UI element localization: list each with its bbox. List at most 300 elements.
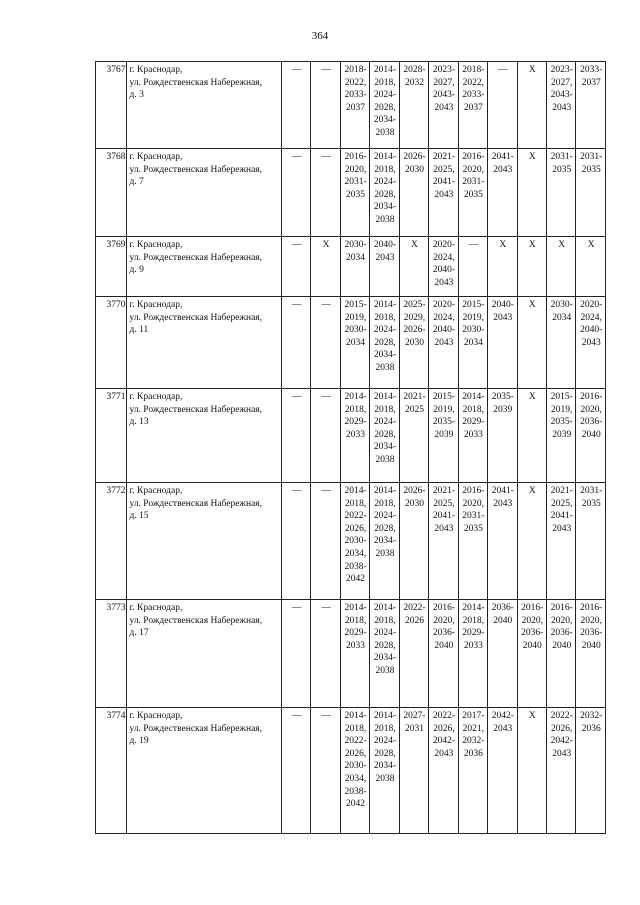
cell-line: 2018, <box>374 312 396 323</box>
cell-line: 2036- <box>432 628 455 639</box>
period-cell <box>340 389 369 483</box>
cell-line: 2038 <box>375 127 395 138</box>
cell-line: Х <box>528 65 536 75</box>
cell-line: — <box>498 65 508 75</box>
cell-line: 2041- <box>491 152 514 162</box>
period-cell <box>458 708 487 834</box>
page-number: 364 <box>311 30 329 42</box>
table-row <box>96 297 606 389</box>
cell-line: 2014- <box>373 711 397 721</box>
cell-line: 2030- <box>344 536 367 547</box>
cell-line: 2018, <box>374 164 396 175</box>
period-cell <box>546 62 575 149</box>
cell-line: 2021- <box>432 486 455 496</box>
cell-line: 2024- <box>373 736 397 747</box>
cell-line: — <box>291 300 302 310</box>
period-cell <box>429 708 458 834</box>
period-cell <box>340 62 369 149</box>
period-cell <box>281 237 310 297</box>
cell-line: 2042- <box>491 711 514 721</box>
cell-line: 2040- <box>432 265 455 276</box>
cell-line: Х <box>587 240 595 250</box>
cell-line: Х <box>528 392 536 402</box>
cell-line: 2024, <box>580 312 602 323</box>
period-cell <box>370 483 399 600</box>
period-cell <box>517 149 546 237</box>
cell-line: 2028, <box>374 337 396 348</box>
cell-line: 2026, <box>344 748 367 759</box>
cell-line: 2018- <box>462 65 485 75</box>
cell-line: г. Краснодар, <box>129 711 183 721</box>
period-cell <box>546 149 575 237</box>
cell-line: 2021- <box>403 392 426 402</box>
cell-line: ул. Рождественская Набережная, <box>129 77 263 88</box>
period-cell <box>311 149 340 237</box>
cell-line: 2021- <box>432 152 455 162</box>
cell-line: 2040 <box>581 429 601 440</box>
period-cell <box>311 297 340 389</box>
period-cell <box>576 389 606 483</box>
period-cell <box>458 237 487 297</box>
cell-line: — <box>321 65 331 75</box>
address-cell <box>127 62 281 149</box>
period-cell <box>429 389 458 483</box>
cell-line: 2041- <box>432 177 455 188</box>
cell-line: Х <box>528 300 536 310</box>
cell-line: — <box>291 152 302 162</box>
cell-line: 2033 <box>463 429 483 440</box>
cell-line: 2039 <box>552 429 572 440</box>
cell-line: 2020, <box>580 404 602 415</box>
cell-line: 2020, <box>462 164 485 175</box>
address-cell <box>127 708 281 834</box>
cell-line: 2031- <box>550 152 573 162</box>
cell-line: 2035 <box>346 189 366 200</box>
cell-line: 2031- <box>462 177 485 188</box>
cell-line: ул. Рождественская Набережная, <box>129 498 263 509</box>
cell-line: ул. Рождественская Набережная, <box>129 615 263 626</box>
cell-line: 2026 <box>404 615 424 626</box>
cell-line: 2038- <box>344 786 367 797</box>
period-cell <box>458 149 487 237</box>
period-cell <box>281 389 310 483</box>
cell-line: 2020, <box>551 615 573 626</box>
period-cell <box>399 149 428 237</box>
cell-line: 2015- <box>432 392 455 402</box>
cell-line: 2035- <box>491 392 514 402</box>
cell-line: 2042 <box>346 574 366 585</box>
cell-line: 2034 <box>346 337 366 348</box>
period-cell <box>370 708 399 834</box>
cell-line: 2022- <box>550 711 573 721</box>
cell-line: 2043 <box>434 523 454 534</box>
cell-line: 2022, <box>344 77 367 88</box>
period-cell <box>488 297 517 389</box>
row-number: 3773 <box>96 600 127 708</box>
row-number: 3774 <box>96 708 127 834</box>
period-cell <box>576 237 606 297</box>
cell-line: 2036- <box>580 628 603 639</box>
cell-line: 2032- <box>580 711 603 721</box>
cell-line: — <box>291 486 302 496</box>
cell-line: 2034 <box>463 337 483 348</box>
period-cell <box>340 483 369 600</box>
period-cell <box>281 149 310 237</box>
period-cell <box>399 389 428 483</box>
cell-line: 2039 <box>434 429 454 440</box>
cell-line: 2030- <box>550 300 573 310</box>
cell-line: 2035- <box>432 417 455 428</box>
period-cell <box>488 483 517 600</box>
cell-line: 2031- <box>580 486 603 496</box>
cell-line: 2019, <box>551 404 573 415</box>
cell-line: Х <box>528 711 536 721</box>
cell-line: 2028, <box>374 102 396 113</box>
cell-line: 2024- <box>373 417 397 428</box>
period-cell <box>340 237 369 297</box>
cell-line: 2014- <box>462 392 485 402</box>
cell-line: 2018, <box>462 404 485 415</box>
period-cell <box>517 708 546 834</box>
cell-line: 2032- <box>462 736 485 747</box>
table-row <box>96 237 606 297</box>
period-cell <box>399 62 428 149</box>
cell-line: 2034, <box>344 773 367 784</box>
cell-line: 2043 <box>434 102 454 113</box>
row-number: 3768 <box>96 149 127 237</box>
cell-line: 2027, <box>433 77 455 88</box>
cell-line: — <box>321 300 331 310</box>
cell-line: Х <box>528 152 536 162</box>
cell-line: 2026- <box>403 486 426 496</box>
cell-line: 2028- <box>403 65 426 75</box>
cell-line: 2016- <box>462 486 485 496</box>
cell-line: 2030 <box>404 498 424 509</box>
cell-line: 2043- <box>550 90 573 101</box>
period-cell <box>576 708 606 834</box>
cell-line: 2027, <box>551 77 573 88</box>
cell-line: 2037 <box>463 102 483 113</box>
cell-line: 2022- <box>344 736 367 747</box>
cell-line: 2030- <box>344 325 367 336</box>
cell-line: — <box>291 240 302 250</box>
cell-line: г. Краснодар, <box>129 486 183 496</box>
period-cell <box>576 297 606 389</box>
cell-line: 2014- <box>373 392 397 402</box>
cell-line: 2023- <box>550 65 573 75</box>
cell-line: 2015- <box>344 300 367 310</box>
cell-line: 2018, <box>374 404 396 415</box>
period-cell <box>517 600 546 708</box>
cell-line: 2020, <box>433 615 455 626</box>
cell-line: 2016- <box>580 392 603 402</box>
period-cell <box>488 708 517 834</box>
cell-line: 2031- <box>462 511 485 522</box>
cell-line: 2029- <box>462 417 485 428</box>
cell-line: 2028, <box>374 748 396 759</box>
period-cell <box>517 62 546 149</box>
cell-line: 2040- <box>432 325 455 336</box>
cell-line: 2020, <box>344 164 367 175</box>
cell-line: — <box>321 152 331 162</box>
cell-line: 2034- <box>373 536 397 547</box>
cell-line: 2022- <box>432 711 455 721</box>
cell-line: 2041- <box>491 486 514 496</box>
cell-line: Х <box>528 486 536 496</box>
cell-line: 2026- <box>403 152 426 162</box>
cell-line: 2014- <box>373 603 397 613</box>
period-cell <box>311 389 340 483</box>
cell-line: 2021, <box>462 723 485 734</box>
period-cell <box>576 600 606 708</box>
period-cell <box>546 708 575 834</box>
cell-line: 2026, <box>344 523 367 534</box>
cell-line: Х <box>558 240 566 250</box>
cell-line: 2038 <box>375 773 395 784</box>
period-cell <box>458 389 487 483</box>
period-cell <box>370 149 399 237</box>
cell-line: 2038 <box>375 548 395 559</box>
cell-line: д. 9 <box>129 265 144 276</box>
address-cell <box>127 149 281 237</box>
period-cell <box>281 297 310 389</box>
cell-line: 2032 <box>404 77 424 88</box>
address-cell <box>127 389 281 483</box>
cell-line: 2036 <box>581 723 601 734</box>
cell-line: 2038- <box>344 561 367 572</box>
cell-line: 2014- <box>344 392 367 402</box>
cell-line: 2034- <box>373 202 397 213</box>
period-cell <box>399 708 428 834</box>
cell-line: — <box>291 603 302 613</box>
table-row <box>96 708 606 834</box>
cell-line: 2034 <box>346 252 366 263</box>
period-cell <box>458 600 487 708</box>
cell-line: 2033 <box>346 640 366 651</box>
cell-line: 2019, <box>433 404 455 415</box>
cell-line: д. 13 <box>129 417 149 428</box>
cell-line: 2042- <box>550 736 573 747</box>
cell-line: 2028, <box>374 189 396 200</box>
table-row <box>96 389 606 483</box>
period-cell <box>517 297 546 389</box>
cell-line: д. 11 <box>129 325 149 336</box>
cell-line: 2028, <box>374 523 396 534</box>
cell-line: — <box>468 240 479 250</box>
cell-line: 2018- <box>344 65 367 75</box>
cell-line: д. 17 <box>129 628 149 639</box>
cell-line: г. Краснодар, <box>129 603 183 613</box>
period-cell <box>546 600 575 708</box>
cell-line: д. 15 <box>129 511 149 522</box>
cell-line: 2022- <box>344 511 367 522</box>
address-cell <box>127 237 281 297</box>
cell-line: 2015- <box>462 300 485 310</box>
cell-line: 2017- <box>462 711 485 721</box>
cell-line: 2041- <box>550 511 573 522</box>
address-cell <box>127 297 281 389</box>
cell-line: 2043 <box>552 523 572 534</box>
cell-line: 2020- <box>432 300 455 310</box>
cell-line: 2022- <box>403 603 426 613</box>
cell-line: 2026, <box>551 723 573 734</box>
period-cell <box>429 237 458 297</box>
cell-line: 2043 <box>375 252 395 263</box>
cell-line: 2035 <box>463 523 483 534</box>
cell-line: 2034 <box>552 312 572 323</box>
period-cell <box>546 237 575 297</box>
cell-line: 2040- <box>580 325 603 336</box>
cell-line: — <box>321 392 331 402</box>
cell-line: 2024- <box>373 90 397 101</box>
cell-line: г. Краснодар, <box>129 392 183 402</box>
cell-line: 2029, <box>403 312 426 323</box>
row-number: 3771 <box>96 389 127 483</box>
cell-line: 2018, <box>374 498 396 509</box>
cell-line: 2025, <box>433 498 455 509</box>
period-cell <box>488 62 517 149</box>
period-cell <box>576 149 606 237</box>
cell-line: 2014- <box>344 486 367 496</box>
table-row <box>96 483 606 600</box>
cell-line: 2029- <box>462 628 485 639</box>
cell-line: 2043 <box>581 337 601 348</box>
cell-line: ул. Рождественская Набережная, <box>129 164 263 175</box>
cell-line: 2025- <box>403 300 426 310</box>
period-cell <box>311 483 340 600</box>
cell-line: 2040 <box>493 615 513 626</box>
cell-line: 2018, <box>462 615 485 626</box>
period-cell <box>340 600 369 708</box>
cell-line: 2027- <box>403 711 426 721</box>
cell-line: 2030- <box>344 240 367 250</box>
period-cell <box>311 708 340 834</box>
period-cell <box>429 483 458 600</box>
period-cell <box>488 237 517 297</box>
period-cell <box>311 62 340 149</box>
cell-line: 2038 <box>375 454 395 465</box>
cell-line: 2016- <box>462 152 485 162</box>
cell-line: 2040 <box>581 640 601 651</box>
cell-line: ул. Рождественская Набережная, <box>129 723 263 734</box>
cell-line: 2028, <box>374 429 396 440</box>
cell-line: 2043 <box>434 748 454 759</box>
period-cell <box>311 237 340 297</box>
cell-line: 2019, <box>344 312 367 323</box>
period-cell <box>429 149 458 237</box>
cell-line: 2034- <box>373 442 397 453</box>
cell-line: 2018, <box>344 615 367 626</box>
cell-line: 2035- <box>550 417 573 428</box>
period-cell <box>399 483 428 600</box>
cell-line: 2029- <box>344 417 367 428</box>
cell-line: 2029- <box>344 628 367 639</box>
cell-line: Х <box>499 240 507 250</box>
cell-line: д. 19 <box>129 736 149 747</box>
cell-line: 2020, <box>462 498 485 509</box>
period-cell <box>370 389 399 483</box>
period-cell <box>281 483 310 600</box>
cell-line: 2034- <box>373 761 397 772</box>
cell-line: 2018, <box>344 723 367 734</box>
table-row <box>96 62 606 149</box>
cell-line: 2016- <box>550 603 573 613</box>
cell-line: 2036- <box>491 603 514 613</box>
period-cell <box>370 600 399 708</box>
cell-line: — <box>321 603 331 613</box>
period-cell <box>399 600 428 708</box>
cell-line: 2016- <box>521 603 544 613</box>
cell-line: 2038 <box>375 214 395 225</box>
cell-line: 2035 <box>552 164 572 175</box>
cell-line: 2036- <box>580 417 603 428</box>
period-cell <box>370 297 399 389</box>
period-cell <box>281 62 310 149</box>
period-cell <box>517 483 546 600</box>
cell-line: 2043 <box>493 723 513 734</box>
cell-line: 2024, <box>433 312 455 323</box>
cell-line: 2025, <box>433 164 455 175</box>
housing-registry-table <box>95 61 606 834</box>
cell-line: д. 3 <box>129 90 144 101</box>
cell-line: 2020- <box>432 240 455 250</box>
period-cell <box>517 389 546 483</box>
cell-line: 2024, <box>433 252 455 263</box>
period-cell <box>488 389 517 483</box>
cell-line: 2024- <box>373 511 397 522</box>
cell-line: 2042- <box>432 736 455 747</box>
cell-line: 2043 <box>552 102 572 113</box>
cell-line: ул. Рождественская Набережная, <box>129 404 263 415</box>
cell-line: 2033- <box>580 65 603 75</box>
cell-line: 2025 <box>404 404 424 415</box>
cell-line: 2014- <box>344 711 367 721</box>
cell-line: 2043 <box>434 337 454 348</box>
address-cell <box>127 483 281 600</box>
cell-line: 2026- <box>403 325 426 336</box>
period-cell <box>576 62 606 149</box>
period-cell <box>546 297 575 389</box>
cell-line: 2036 <box>463 748 483 759</box>
cell-line: — <box>321 711 331 721</box>
cell-line: 2018, <box>344 498 367 509</box>
cell-line: 2028, <box>374 640 396 651</box>
table-row <box>96 600 606 708</box>
cell-line: 2030 <box>404 164 424 175</box>
cell-line: 2015- <box>550 392 573 402</box>
cell-line: 2031- <box>580 152 603 162</box>
period-cell <box>370 62 399 149</box>
cell-line: 2018, <box>374 615 396 626</box>
cell-line: Х <box>322 240 330 250</box>
row-number: 3769 <box>96 237 127 297</box>
cell-line: 2043 <box>493 164 513 175</box>
cell-line: ул. Рождественская Набережная, <box>129 252 263 263</box>
cell-line: 2019, <box>462 312 485 323</box>
cell-line: 2026, <box>433 723 455 734</box>
cell-line: г. Краснодар, <box>129 152 183 162</box>
period-cell <box>488 600 517 708</box>
cell-line: 2014- <box>373 152 397 162</box>
row-number: 3770 <box>96 297 127 389</box>
cell-line: 2036- <box>521 628 544 639</box>
cell-line: 2043 <box>493 312 513 323</box>
cell-line: 2035 <box>581 498 601 509</box>
period-cell <box>370 237 399 297</box>
address-cell <box>127 600 281 708</box>
cell-line: 2033 <box>346 429 366 440</box>
cell-line: 2023- <box>432 65 455 75</box>
